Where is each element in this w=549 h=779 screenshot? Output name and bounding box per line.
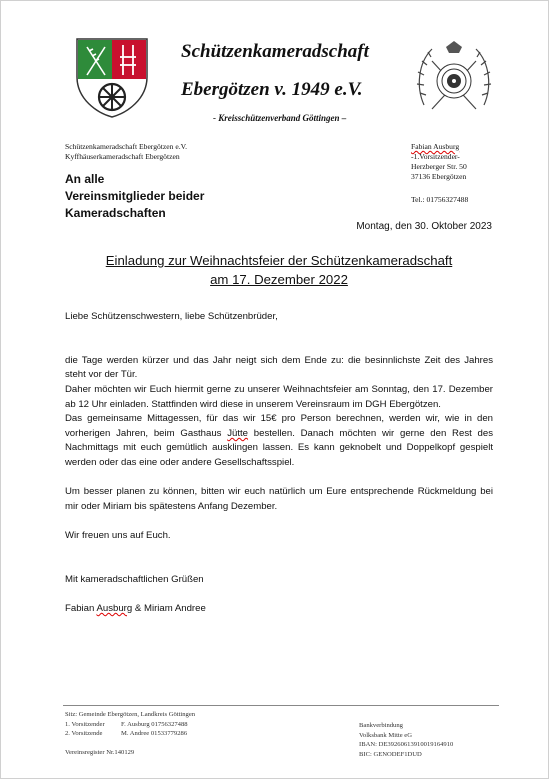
text-run: Das gemeinsame Mittagessen, für das wir 15€ pro Person berechnen, werden wir, wie in den vorherigen Jahren, beim Gasthaus bbox=[65, 413, 493, 439]
text-run: Fabian bbox=[65, 602, 97, 614]
sender-line: Kyffhäuserkameradschaft Ebergötzen bbox=[65, 152, 180, 161]
footer-seat: Sitz: Gemeinde Ebergötzen, Landkreis Göttingen bbox=[65, 711, 196, 718]
footer-bank-info bbox=[359, 721, 453, 759]
footer-divider bbox=[63, 705, 499, 706]
contact-city: 37136 Ebergötzen bbox=[411, 172, 467, 181]
text-run: Ausburg bbox=[96, 602, 133, 614]
body-paragraph: Um besser planen zu können, bitten wir euch natürlich um Eure entsprechende Rückmeldung bei mir oder Miriam bis spätestens Anfang Dezember. bbox=[65, 486, 493, 512]
salutation: Liebe Schützenschwestern, liebe Schützenbrüder, bbox=[65, 311, 278, 322]
association-line: - Kreisschützenverband Göttingen – bbox=[213, 113, 347, 123]
footer-bank-label: Bankverbindung bbox=[359, 722, 403, 729]
recipient-line: Kameradschaften bbox=[65, 206, 166, 220]
footer-iban: IBAN: DE39260613910019164910 bbox=[359, 741, 454, 749]
text-run: Jütte bbox=[227, 427, 249, 439]
sender-address bbox=[65, 142, 187, 162]
footer-register: Vereinsregister Nr.140129 bbox=[65, 749, 135, 757]
footer-value: F. Ausburg 01756327488 bbox=[121, 720, 188, 728]
recipient-block bbox=[65, 171, 204, 222]
footer-value: M. Andree 01533779286 bbox=[121, 730, 188, 738]
body-paragraph: Daher möchten wir Euch hiermit gerne zu unserer Weihnachtsfeier am Sonntag, den 17. Dezember ab 12 Uhr einladen. Stattfinden wird diese in unserem Vereinsraum im DGH Ebergötzen. bbox=[65, 383, 493, 410]
footer-bic: BIC: GENODEF1DUD bbox=[359, 750, 422, 758]
recipient-line: Vereinsmitglieder beider bbox=[65, 189, 205, 203]
letter-date: Montag, den 30. Oktober 2023 bbox=[356, 221, 492, 232]
contact-street: Herzberger Str. 50 bbox=[411, 162, 467, 171]
text-run: bestellen. Danach möchten wir gerne den Rest des Nachmittags mit euch gemütlich ausklingen lassen. Es kann geknobelt und Doppelkopf gespielt werden oder das eine oder andere Gesellschaftsspiel. bbox=[65, 427, 493, 468]
club-name-subtitle: Ebergötzen v. 1949 e.V. bbox=[181, 79, 363, 100]
signature bbox=[65, 602, 493, 617]
body-paragraph bbox=[65, 412, 493, 470]
footer-club-info bbox=[65, 710, 195, 758]
sender-line: Schützenkameradschaft Ebergötzen e.V. bbox=[65, 142, 188, 151]
contact-block bbox=[411, 142, 468, 205]
text-run: & Miriam Andree bbox=[132, 602, 206, 614]
letter-body bbox=[65, 310, 493, 616]
target-wreath-emblem-icon bbox=[412, 37, 496, 117]
heading-line: am 17. Dezember 2022 bbox=[210, 272, 348, 287]
contact-phone: Tel.: 01756327488 bbox=[411, 195, 469, 204]
contact-name: Fabian Ausburg bbox=[411, 142, 460, 151]
footer-label: 2. Vorsitzende bbox=[65, 730, 103, 738]
shield-crest-icon bbox=[75, 37, 149, 119]
body-paragraph: die Tage werden kürzer und das Jahr neigt sich dem Ende zu: die besinnlichste Zeit des Jahres steht vor der Tür. bbox=[65, 354, 493, 381]
heading-line: Einladung zur Weihnachtsfeier der Schützenkameradschaft bbox=[105, 253, 453, 268]
club-name-title: Schützenkameradschaft bbox=[181, 41, 369, 62]
closing: Mit kameradschaftlichen Grüßen bbox=[65, 573, 204, 585]
body-paragraph: Wir freuen uns auf Euch. bbox=[65, 529, 171, 541]
footer-label: 1. Vorsitzender bbox=[65, 720, 105, 728]
recipient-line: An alle bbox=[65, 172, 105, 186]
footer-bank-name: Volksbank Mitte eG bbox=[359, 731, 412, 739]
contact-role: -1.Vorsitzender- bbox=[411, 152, 460, 161]
letter-heading bbox=[65, 251, 493, 289]
